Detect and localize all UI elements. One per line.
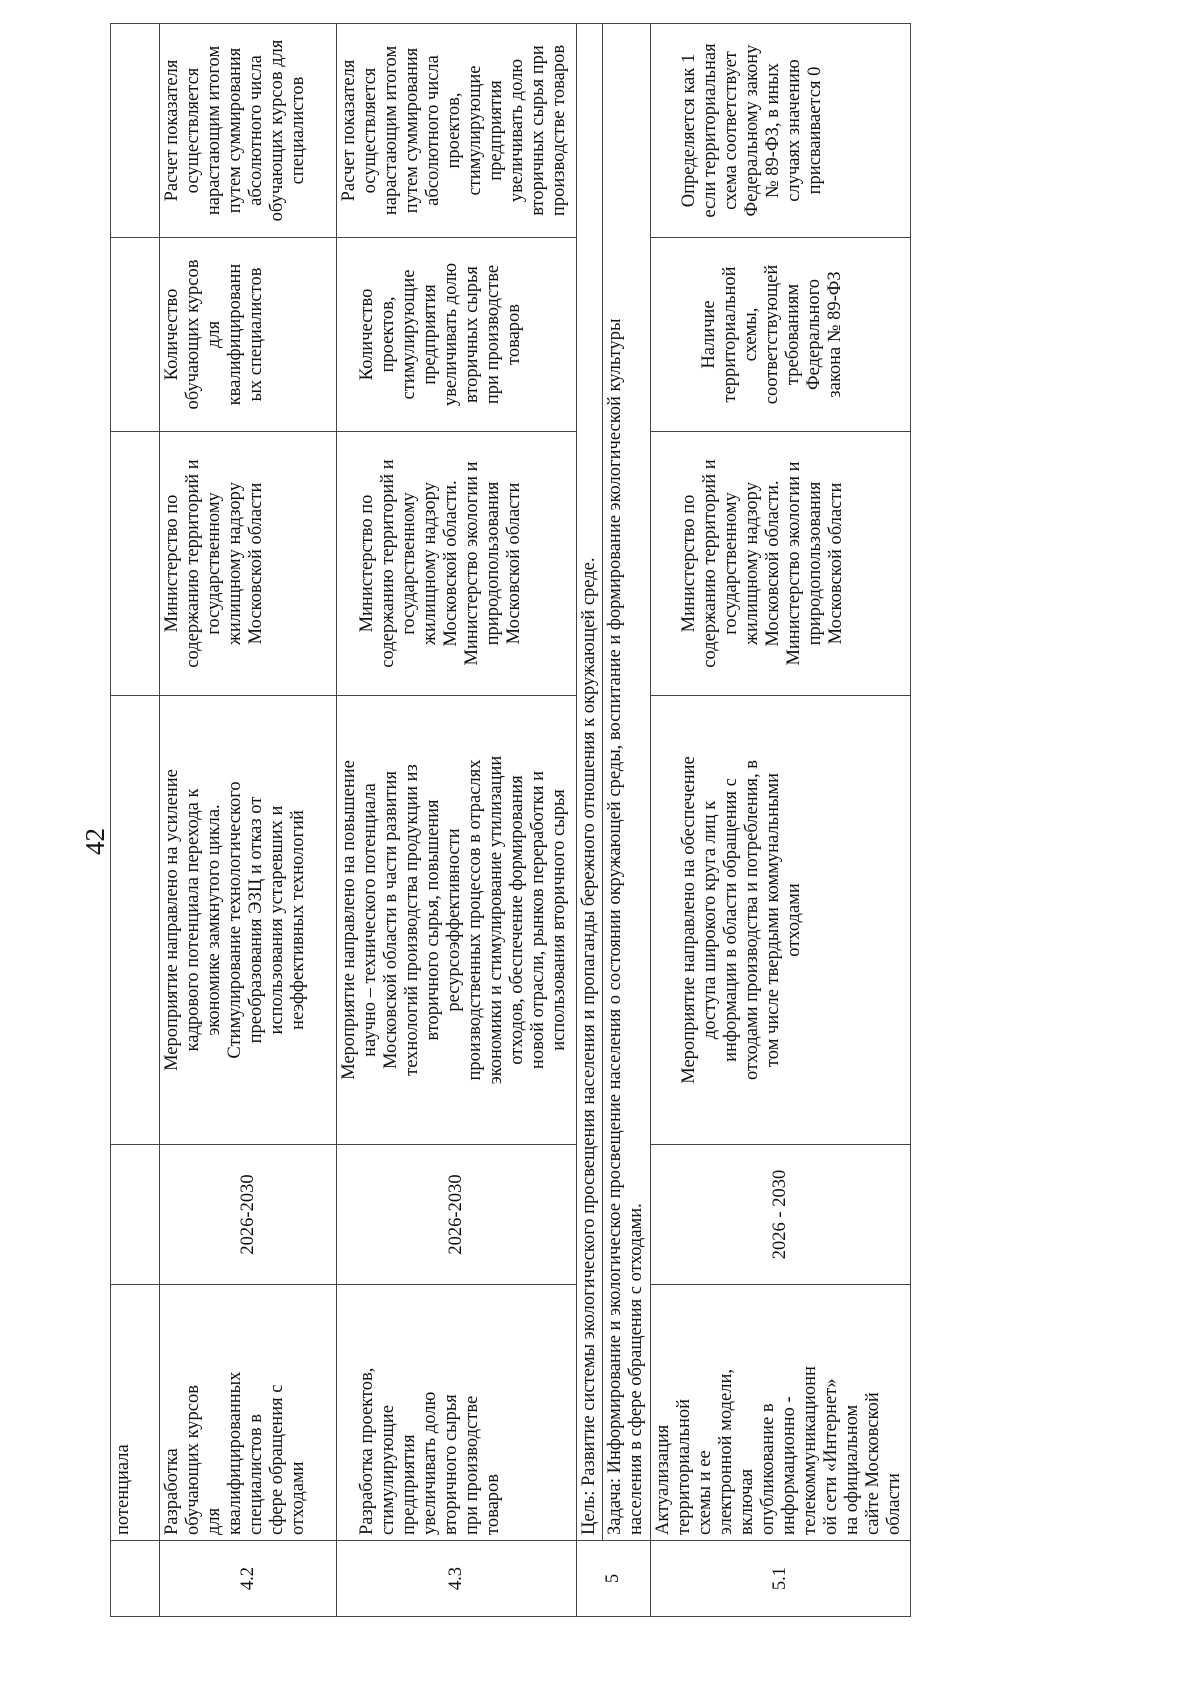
continued-row xyxy=(111,24,160,1617)
text-line: Мероприятие направлено на повышение xyxy=(339,760,359,1080)
row-number: 4.3 xyxy=(337,1541,577,1617)
text-line: производстве товаров xyxy=(549,44,569,217)
text-line: Расчет показателя xyxy=(339,59,359,202)
text-line: Федерального xyxy=(804,278,824,391)
text-line: при производстве xyxy=(462,1395,482,1535)
text-line: вторичного сырья xyxy=(441,1394,461,1535)
cell-empty xyxy=(111,1541,160,1617)
text-line: отходами xyxy=(784,883,804,957)
text-line: Московской области xyxy=(826,482,846,645)
text-line: Московской области в части развития xyxy=(381,771,401,1069)
text-line: стимулирующие xyxy=(378,1405,398,1535)
measure-name xyxy=(337,1285,577,1541)
text-line: проектов, xyxy=(378,296,398,373)
text-line: если территориальная xyxy=(700,43,720,218)
text-line: ресурсоэффективности xyxy=(444,828,464,1012)
text-line: соответствующей xyxy=(762,264,782,405)
text-line: жилищному надзору xyxy=(420,482,440,645)
cell-empty xyxy=(111,24,160,238)
text-line: товаров xyxy=(504,303,524,366)
text-line: отходами xyxy=(288,1461,308,1535)
text-line: отходами производства и потребления, в xyxy=(742,759,762,1081)
table-row-4-3 xyxy=(337,24,577,1617)
text-line: включая xyxy=(737,1468,757,1535)
section-goal: Цель: Развитие системы экологического просвещения населения и пропаганды бережного отношения к окружающей среде. xyxy=(577,24,603,1541)
text-line: территориальной xyxy=(720,266,740,403)
calculation-method xyxy=(160,24,337,238)
text-line: предприятия xyxy=(399,1434,419,1535)
section-task-line-2: населения в сфере обращения с отходами. xyxy=(626,1203,646,1535)
text-line: содержанию территорий и xyxy=(183,459,203,668)
text-line: Актуализация xyxy=(653,1424,673,1535)
table-row-4-2 xyxy=(160,24,337,1617)
cell-empty xyxy=(111,696,160,1145)
text-line: увеличивать долю xyxy=(420,1391,440,1535)
text-line: специалистов xyxy=(288,76,308,185)
indicator-name xyxy=(651,238,911,432)
text-line: электронной модели, xyxy=(716,1369,736,1535)
text-line: природопользования xyxy=(483,481,503,646)
text-line: абсолютного числа xyxy=(423,55,443,206)
section-task-line-1: Задача: Информирование и экологическое просвещение населения о состоянии окружающей среды, воспитание и формирование экологической культуры xyxy=(605,318,625,1535)
text-line: Количество xyxy=(357,288,377,381)
cell-empty xyxy=(111,432,160,696)
text-line: производственных процессов в отраслях xyxy=(465,759,485,1081)
text-line: схемы и ее xyxy=(695,1450,715,1535)
text-line: проектов, xyxy=(444,92,464,169)
text-line: осуществляется xyxy=(360,67,380,194)
text-line: Московской области xyxy=(246,482,266,645)
calculation-method xyxy=(337,24,577,238)
continued-text: потенциала xyxy=(111,1285,160,1541)
text-line: Наличие xyxy=(699,300,719,369)
period: 2026-2030 xyxy=(160,1145,337,1285)
text-line: стимулирующие xyxy=(465,65,485,196)
cell-empty xyxy=(111,238,160,432)
text-line: на официальном xyxy=(842,1404,862,1535)
text-line: предприятия xyxy=(420,284,440,385)
text-line: кадрового потенциала перехода к xyxy=(183,788,203,1052)
text-line: случаях значению xyxy=(784,59,804,202)
text-line: ой сети «Интернет» xyxy=(821,1378,841,1535)
measures-table xyxy=(110,23,911,1617)
text-line: Московской области. xyxy=(763,480,783,647)
text-line: абсолютного числа xyxy=(246,55,266,206)
text-line: стимулирующие xyxy=(399,269,419,400)
text-line: информационно - xyxy=(779,1396,799,1535)
text-line: территориальной xyxy=(674,1398,694,1535)
text-line: путем суммирования xyxy=(225,47,245,214)
text-line: обучающих курсов для xyxy=(267,39,287,222)
text-line: вторичных сырья xyxy=(462,266,482,403)
text-line: для xyxy=(204,1507,224,1535)
measure-description xyxy=(337,696,577,1145)
text-line: Количество xyxy=(162,288,182,381)
section-5-goal-row xyxy=(577,24,603,1617)
text-line: Разработка xyxy=(162,1448,182,1535)
text-line: Расчет показателя xyxy=(162,59,182,202)
text-line: увеличивать долю xyxy=(507,58,527,203)
text-line: Разработка проектов, xyxy=(357,1367,377,1535)
text-line: товаров xyxy=(483,1473,503,1535)
text-line: нарастающим итогом xyxy=(204,45,224,216)
text-line: сайте Московской xyxy=(863,1392,883,1535)
text-line: научно – технического потенциала xyxy=(360,783,380,1057)
page-number: 42 xyxy=(80,828,110,855)
text-line: квалифицированных xyxy=(225,1371,245,1535)
row-number: 5.1 xyxy=(651,1541,911,1617)
text-line: схема соответствует xyxy=(721,51,741,210)
text-line: Министерство экологии и xyxy=(784,461,804,666)
responsible-body xyxy=(160,432,337,696)
text-line: использования вторичного сырья xyxy=(549,789,569,1051)
text-line: отходов, обеспечение формирования xyxy=(507,775,527,1065)
text-line: ых специалистов xyxy=(246,267,266,402)
text-line: осуществляется xyxy=(183,67,203,194)
text-line: требованиям xyxy=(783,283,803,386)
text-line: технологий производства продукции из xyxy=(402,764,422,1076)
row-number: 4.2 xyxy=(160,1541,337,1617)
text-line: экономики и стимулирование утилизации xyxy=(486,755,506,1085)
text-line: жилищному надзору xyxy=(225,482,245,645)
text-line: квалифицированн xyxy=(225,263,245,406)
text-line: природопользования xyxy=(805,481,825,646)
measure-description xyxy=(651,696,911,1145)
text-line: сфере обращения с xyxy=(267,1384,287,1535)
responsible-body xyxy=(651,432,911,696)
section-task xyxy=(603,24,651,1541)
text-line: Московской области xyxy=(504,482,524,645)
text-line: преобразования ЭЗЦ и отказ от xyxy=(246,796,266,1044)
text-line: Министерство по xyxy=(162,494,182,633)
text-line: Мероприятие направлено на усиление xyxy=(162,769,182,1071)
text-line: жилищному надзору xyxy=(742,482,762,645)
text-line: Министерство экологии и xyxy=(462,461,482,666)
text-line: том числе твердыми коммунальными xyxy=(763,772,783,1068)
text-line: предприятия xyxy=(486,80,506,181)
text-line: обучающих курсов xyxy=(183,259,203,410)
calculation-method xyxy=(651,24,911,238)
text-line: путем суммирования xyxy=(402,47,422,214)
text-line: информации в области обращения с xyxy=(721,778,741,1062)
text-line: содержанию территорий и xyxy=(378,459,398,668)
text-line: содержанию территорий и xyxy=(700,459,720,668)
cell-empty xyxy=(111,1145,160,1285)
text-line: при производстве xyxy=(483,264,503,405)
measure-name xyxy=(651,1285,911,1541)
period: 2026-2030 xyxy=(337,1145,577,1285)
text-line: экономике замкнутого цикла. xyxy=(204,804,224,1036)
text-line: государственному xyxy=(204,492,224,635)
text-line: присваивается 0 xyxy=(805,66,825,195)
responsible-body xyxy=(337,432,577,696)
text-line: нарастающим итогом xyxy=(381,45,401,216)
text-line: использования устаревших и xyxy=(267,805,287,1035)
text-line: вторичного сырья, повышения xyxy=(423,799,443,1041)
measure-description xyxy=(160,696,337,1145)
text-line: вторичных сырья при xyxy=(528,45,548,216)
text-line: схемы, xyxy=(741,307,761,362)
text-line: обучающих курсов xyxy=(183,1385,203,1535)
text-line: Московской области. xyxy=(441,480,461,647)
indicator-name xyxy=(337,238,577,432)
text-line: области xyxy=(884,1473,904,1535)
text-line: государственному xyxy=(399,492,419,635)
text-line: Стимулирование технологического xyxy=(225,781,245,1059)
text-line: неэффективных технологий xyxy=(288,810,308,1030)
text-line: специалистов в xyxy=(246,1413,266,1535)
text-line: для xyxy=(204,320,224,349)
text-line: Министерство по xyxy=(679,494,699,633)
text-line: телекоммуникационн xyxy=(800,1366,820,1535)
measure-name xyxy=(160,1285,337,1541)
text-line: государственному xyxy=(721,492,741,635)
text-line: Министерство по xyxy=(357,494,377,633)
text-line: № 89-ФЗ, в иных xyxy=(763,63,783,198)
table-row-5-1 xyxy=(651,24,911,1617)
text-line: Федеральному закону xyxy=(742,44,762,217)
section-5-task-row xyxy=(603,24,651,1617)
indicator-name xyxy=(160,238,337,432)
text-line: опубликование в xyxy=(758,1403,778,1535)
text-line: Определяется как 1 xyxy=(679,53,699,208)
text-line: закона № 89-ФЗ xyxy=(825,271,845,398)
text-line: Мероприятие направлено на обеспечение xyxy=(679,756,699,1084)
text-line: доступа широкого круга лиц к xyxy=(700,800,720,1040)
period: 2026 - 2030 xyxy=(651,1145,911,1285)
section-number: 5 xyxy=(577,1541,651,1617)
text-line: увеличивать долю xyxy=(441,262,461,407)
text-line: новой отрасли, рынков переработки и xyxy=(528,770,548,1070)
